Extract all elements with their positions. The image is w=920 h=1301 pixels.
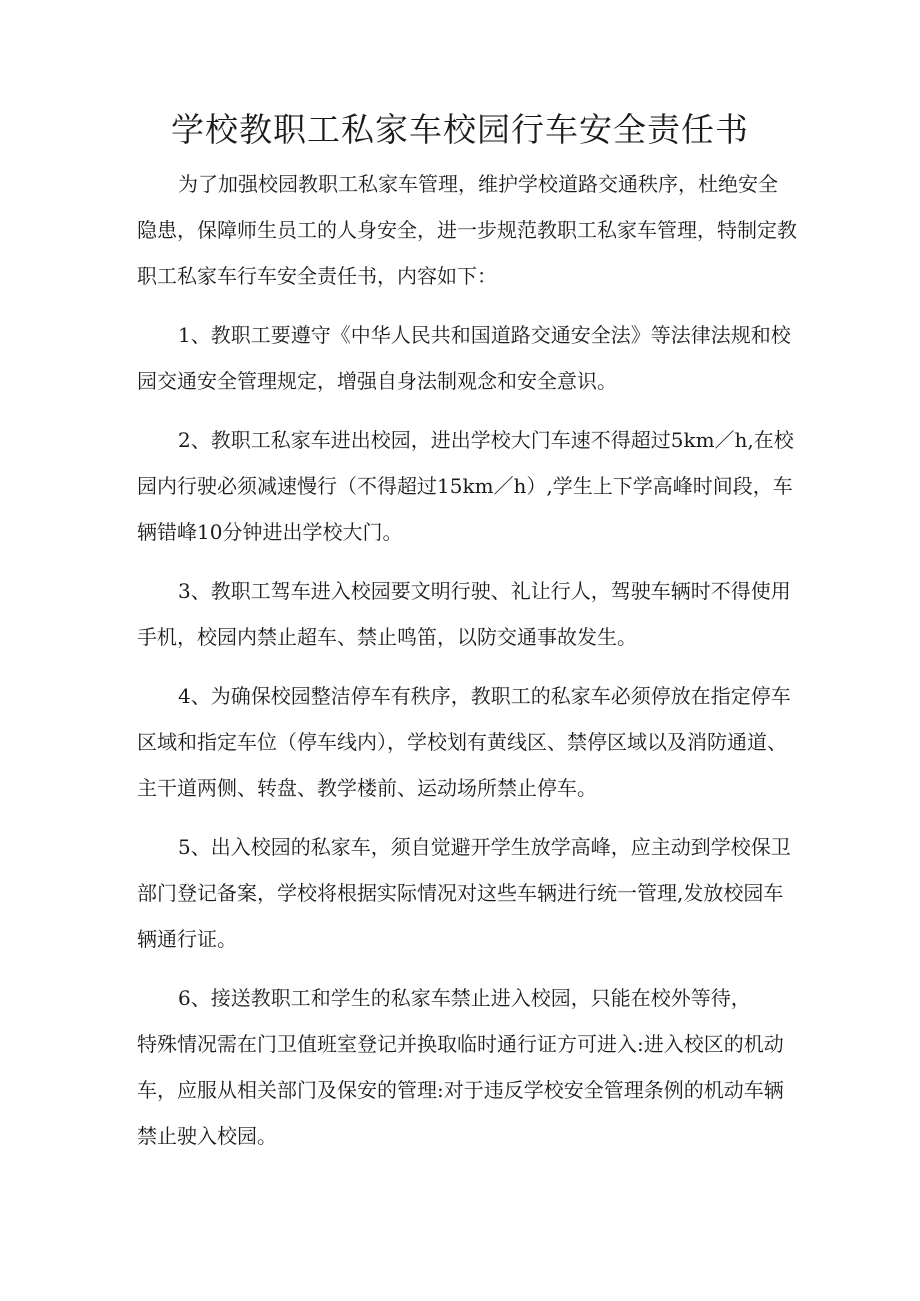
clause-6-first-line: 6、接送教职工和学生的私家车禁止进入校园，只能在校外等待， xyxy=(178,986,751,1010)
intro-paragraph: 为了加强校园教职工私家车管理，维护学校道路交通秩序，杜绝安全隐患，保障师生员工的人身安全，进一步规范教职工私家车管理，特制定教职工私家车行车安全责任书，内容如下： xyxy=(137,172,797,288)
clause-6 xyxy=(137,975,797,1159)
clause-2: 2、教职工私家车进出校园，进出学校大门车速不得超过5km／h,在校园内行驶必须减速慢行（不得超过15km／h）,学生上下学高峰时间段，车辆错峰10分钟进出学校大门。 xyxy=(137,428,794,544)
clause-1: 1、教职工要遵守《中华人民共和国道路交通安全法》等法律法规和校园交通安全管理规定，增强自身法制观念和安全意识。 xyxy=(137,323,791,393)
clause-3: 3、教职工驾车进入校园要文明行驶、礼让行人，驾驶车辆时不得使用手机，校园内禁止超车、禁止鸣笛，以防交通事故发生。 xyxy=(137,579,791,649)
clause-5: 5、出入校园的私家车，须自觉避开学生放学高峰，应主动到学校保卫部门登记备案，学校将根据实际情况对这些车辆进行统一管理,发放校园车辆通行证。 xyxy=(137,835,791,951)
clause-6-rest: 特殊情况需在门卫值班室登记并换取临时通行证方可进入:进入校区的机动车，应服从相关部门及保安的管理:对于违反学校安全管理条例的机动车辆禁止驶入校园。 xyxy=(137,1032,784,1148)
document-body xyxy=(137,161,797,1159)
document-title: 学校教职工私家车校园行车安全责任书 xyxy=(171,110,749,149)
clause-4: 4、为确保校园整洁停车有秩序，教职工的私家车必须停放在指定停车区域和指定车位（停车线内），学校划有黄线区、禁停区域以及消防通道、主干道两侧、转盘、教学楼前、运动场所禁止停车。 xyxy=(137,684,791,800)
